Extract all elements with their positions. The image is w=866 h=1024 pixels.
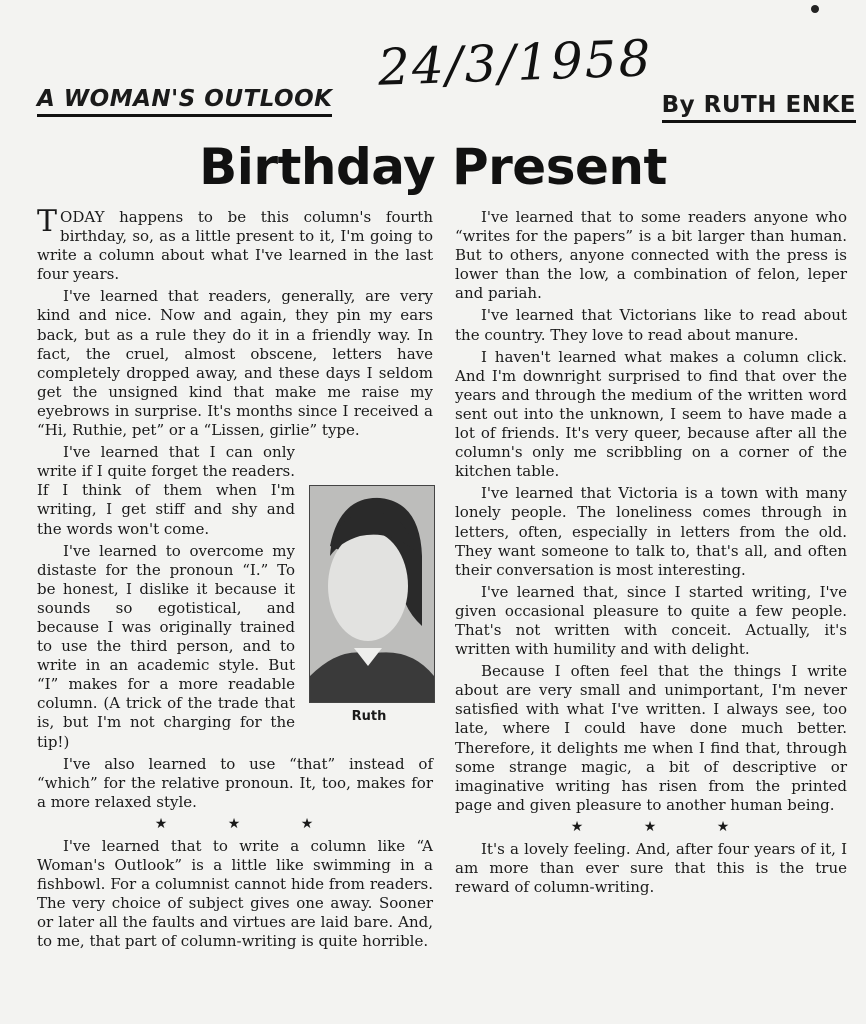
photo-caption: Ruth [351,709,387,725]
section-divider-stars: ★ ★ ★ [570,818,758,835]
paragraph: I've learned that to write a column like “A Woman's Outlook” is a little like swimming in a fishbowl. For a columnist cannot hide from readers. The very choice of subject gives one away. Sooner or later all the faults and virtues are laid bare. And, to me, that part of column-writing is quite horrible. [37,837,433,951]
ink-dot [811,5,819,13]
paragraph: I haven't learned what makes a column click. And I'm downright surprised to find that over the years and through the medium of the written word sent out into the unknown, I seem to have made a lot of friends. It's very queer, because after all the column's only me scribbling on a corner of the kitchen table. [455,347,847,481]
paragraph: I've learned that, since I started writing, I've given occasional pleasure to quite a few people. That's not written with conceit. Actually, it's written with humility and with delight. [455,582,847,659]
paragraph: I've learned that Victoria is a town with many lonely people. The loneliness comes through in letters, often, especially in letters from the old. They want someone to talk to, that's all, and often their conversation is most interesting. [455,484,847,579]
paragraph: I've learned that readers, generally, are very kind and nice. Now and again, they pin my ears back, but as a rule they do it in a friendly way. In fact, the cruel, almost obscene, letters have completely dropped away, and these days I seldom get the unsigned kind that make me raise my eyebrows in surprise. It's months since I received a “Hi, Ruthie, pet” or a “Lissen, girlie” type. [37,287,433,440]
paragraph: I've learned that I can only write if I quite forget the readers. If I think of them when I'm writing, I get stiff and shy and the words won't come. [37,443,295,538]
handwritten-date: 24/3/1958 [377,29,654,97]
paragraph: TODAY happens to be this column's fourth birthday, so, as a little present to it, I'm going to write a column about what I've learned in the last four years. [37,204,433,284]
left-column [37,204,433,955]
author-photo [309,485,435,703]
headline: Birthday Present [199,138,667,196]
byline: By RUTH ENKE [662,92,856,123]
paragraph: It's a lovely feeling. And, after four years of it, I am more than ever sure that this is the true reward of column-writing. [455,840,847,897]
paragraph: I've learned that to some readers anyone who “writes for the papers” is a bit larger than human. But to others, anyone connected with the press is lower than the low, a combination of felon, leper and pariah. [455,208,847,303]
right-column [455,208,847,900]
paragraph: I've also learned to use “that” instead of “which” for the relative pronoun. It, too, makes for a more relaxed style. [37,754,433,811]
section-divider-stars: ★ ★ ★ [154,815,342,832]
portrait-image [310,486,434,702]
paragraph: Because I often feel that the things I write about are very small and unimportant, I'm never satisfied with what I've written. I always see, too late, where I could have done much better. Therefore, it delights me when I find that, through some strange magic, a bit of descriptive or imaginative writing has risen from the printed page and given pleasure to another human being. [455,662,847,814]
author-photo-block [305,485,433,726]
column-name: A WOMAN'S OUTLOOK [37,86,332,117]
paragraph: I've learned to overcome my distaste for the pronoun “I.” To be honest, I dislike it because it sounds so egotistical, and because I was originally trained to use the third person, and to write in an academic style. But “I” makes for a more readable column. (A trick of the trade that is, but I'm not charging for the tip!) [37,541,295,751]
paragraph: I've learned that Victorians like to read about the country. They love to read about manure. [455,306,847,344]
drop-cap: T [37,204,58,239]
